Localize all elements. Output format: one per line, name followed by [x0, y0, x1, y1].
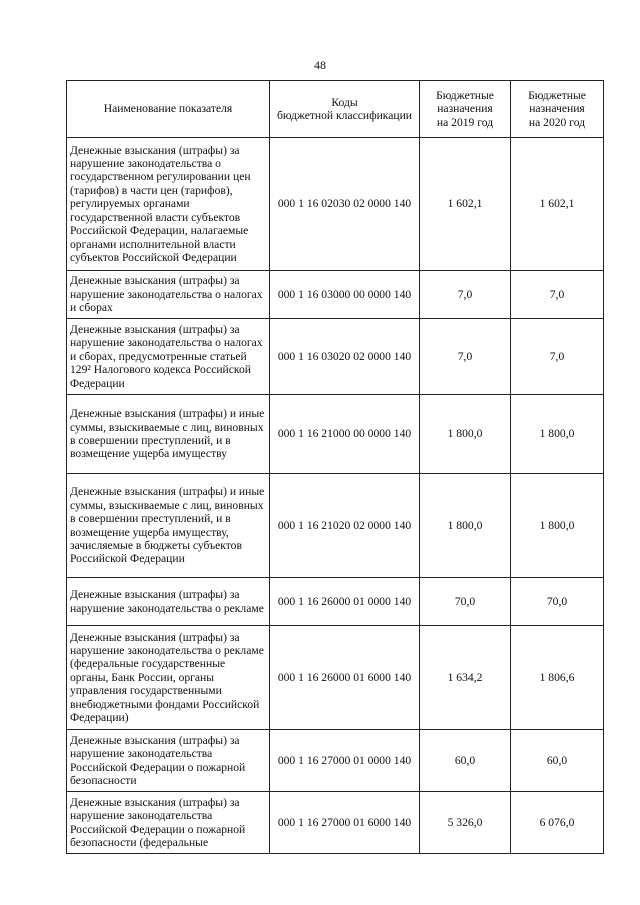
- row-value-2020: 1 800,0: [511, 474, 604, 578]
- table-row: [67, 792, 604, 854]
- row-value-2020: 70,0: [511, 578, 604, 626]
- row-name: Денежные взыскания (штрафы) за нарушение законодательства о рекламе: [67, 578, 270, 626]
- row-code: 000 1 16 02030 02 0000 140: [270, 138, 420, 271]
- row-name: Денежные взыскания (штрафы) и иные суммы, взыскиваемые с лиц, виновных в совершении преступлений, и в возмещение ущерба имуществу, зачисляемые в бюджеты субъектов Российской Федерации: [67, 474, 270, 578]
- table-row: [67, 578, 604, 626]
- row-value-2020: 7,0: [511, 319, 604, 395]
- row-value-2019: 60,0: [420, 730, 511, 792]
- row-code: 000 1 16 26000 01 6000 140: [270, 626, 420, 730]
- row-name: Денежные взыскания (штрафы) и иные суммы, взыскиваемые с лиц, виновных в совершении преступлений, и в возмещение ущерба имуществу: [67, 395, 270, 474]
- row-code: 000 1 16 27000 01 0000 140: [270, 730, 420, 792]
- header-name: Наименование показателя: [67, 81, 270, 138]
- row-name: Денежные взыскания (штрафы) за нарушение законодательства Российской Федерации о пожарной безопасности: [67, 730, 270, 792]
- row-code: 000 1 16 03000 00 0000 140: [270, 271, 420, 319]
- table-row: [67, 626, 604, 730]
- row-value-2020: 1 806,6: [511, 626, 604, 730]
- row-name: Денежные взыскания (штрафы) за нарушение законодательства о налогах и сборах, предусмотренные статьей 129² Налогового кодекса Российской Федерации: [67, 319, 270, 395]
- row-value-2019: 1 634,2: [420, 626, 511, 730]
- row-value-2019: 70,0: [420, 578, 511, 626]
- table-row: [67, 271, 604, 319]
- row-value-2020: 1 602,1: [511, 138, 604, 271]
- table-row: [67, 138, 604, 271]
- row-value-2019: 1 602,1: [420, 138, 511, 271]
- row-code: 000 1 16 03020 02 0000 140: [270, 319, 420, 395]
- row-name: Денежные взыскания (штрафы) за нарушение законодательства о государственном регулировании цен (тарифов) в части цен (тарифов), регулируемых органами государственной власти субъектов Российской Федерации, налагаемые органами исполнительной власти субъектов Российской Федерации: [67, 138, 270, 271]
- row-value-2019: 1 800,0: [420, 474, 511, 578]
- page-number: 48: [314, 58, 326, 72]
- table-row: [67, 474, 604, 578]
- row-value-2020: 6 076,0: [511, 792, 604, 854]
- row-value-2020: 7,0: [511, 271, 604, 319]
- header-2020: Бюджетные назначения на 2020 год: [511, 81, 604, 138]
- row-value-2019: 7,0: [420, 319, 511, 395]
- row-value-2019: 7,0: [420, 271, 511, 319]
- table-header-row: [67, 81, 604, 138]
- budget-table: [66, 80, 604, 854]
- row-name: Денежные взыскания (штрафы) за нарушение законодательства о рекламе (федеральные государственные органы, Банк России, органы управления государственными внебюджетными фондами Российской Федерации): [67, 626, 270, 730]
- row-name: Денежные взыскания (штрафы) за нарушение законодательства Российской Федерации о пожарной безопасности (федеральные: [67, 792, 270, 854]
- row-value-2020: 1 800,0: [511, 395, 604, 474]
- header-2019: Бюджетные назначения на 2019 год: [420, 81, 511, 138]
- row-value-2019: 5 326,0: [420, 792, 511, 854]
- header-code: Коды бюджетной классификации: [270, 81, 420, 138]
- table-row: [67, 395, 604, 474]
- table-row: [67, 730, 604, 792]
- row-code: 000 1 16 27000 01 6000 140: [270, 792, 420, 854]
- row-code: 000 1 16 21020 02 0000 140: [270, 474, 420, 578]
- row-code: 000 1 16 21000 00 0000 140: [270, 395, 420, 474]
- row-value-2020: 60,0: [511, 730, 604, 792]
- row-value-2019: 1 800,0: [420, 395, 511, 474]
- table-row: [67, 319, 604, 395]
- row-name: Денежные взыскания (штрафы) за нарушение законодательства о налогах и сборах: [67, 271, 270, 319]
- row-code: 000 1 16 26000 01 0000 140: [270, 578, 420, 626]
